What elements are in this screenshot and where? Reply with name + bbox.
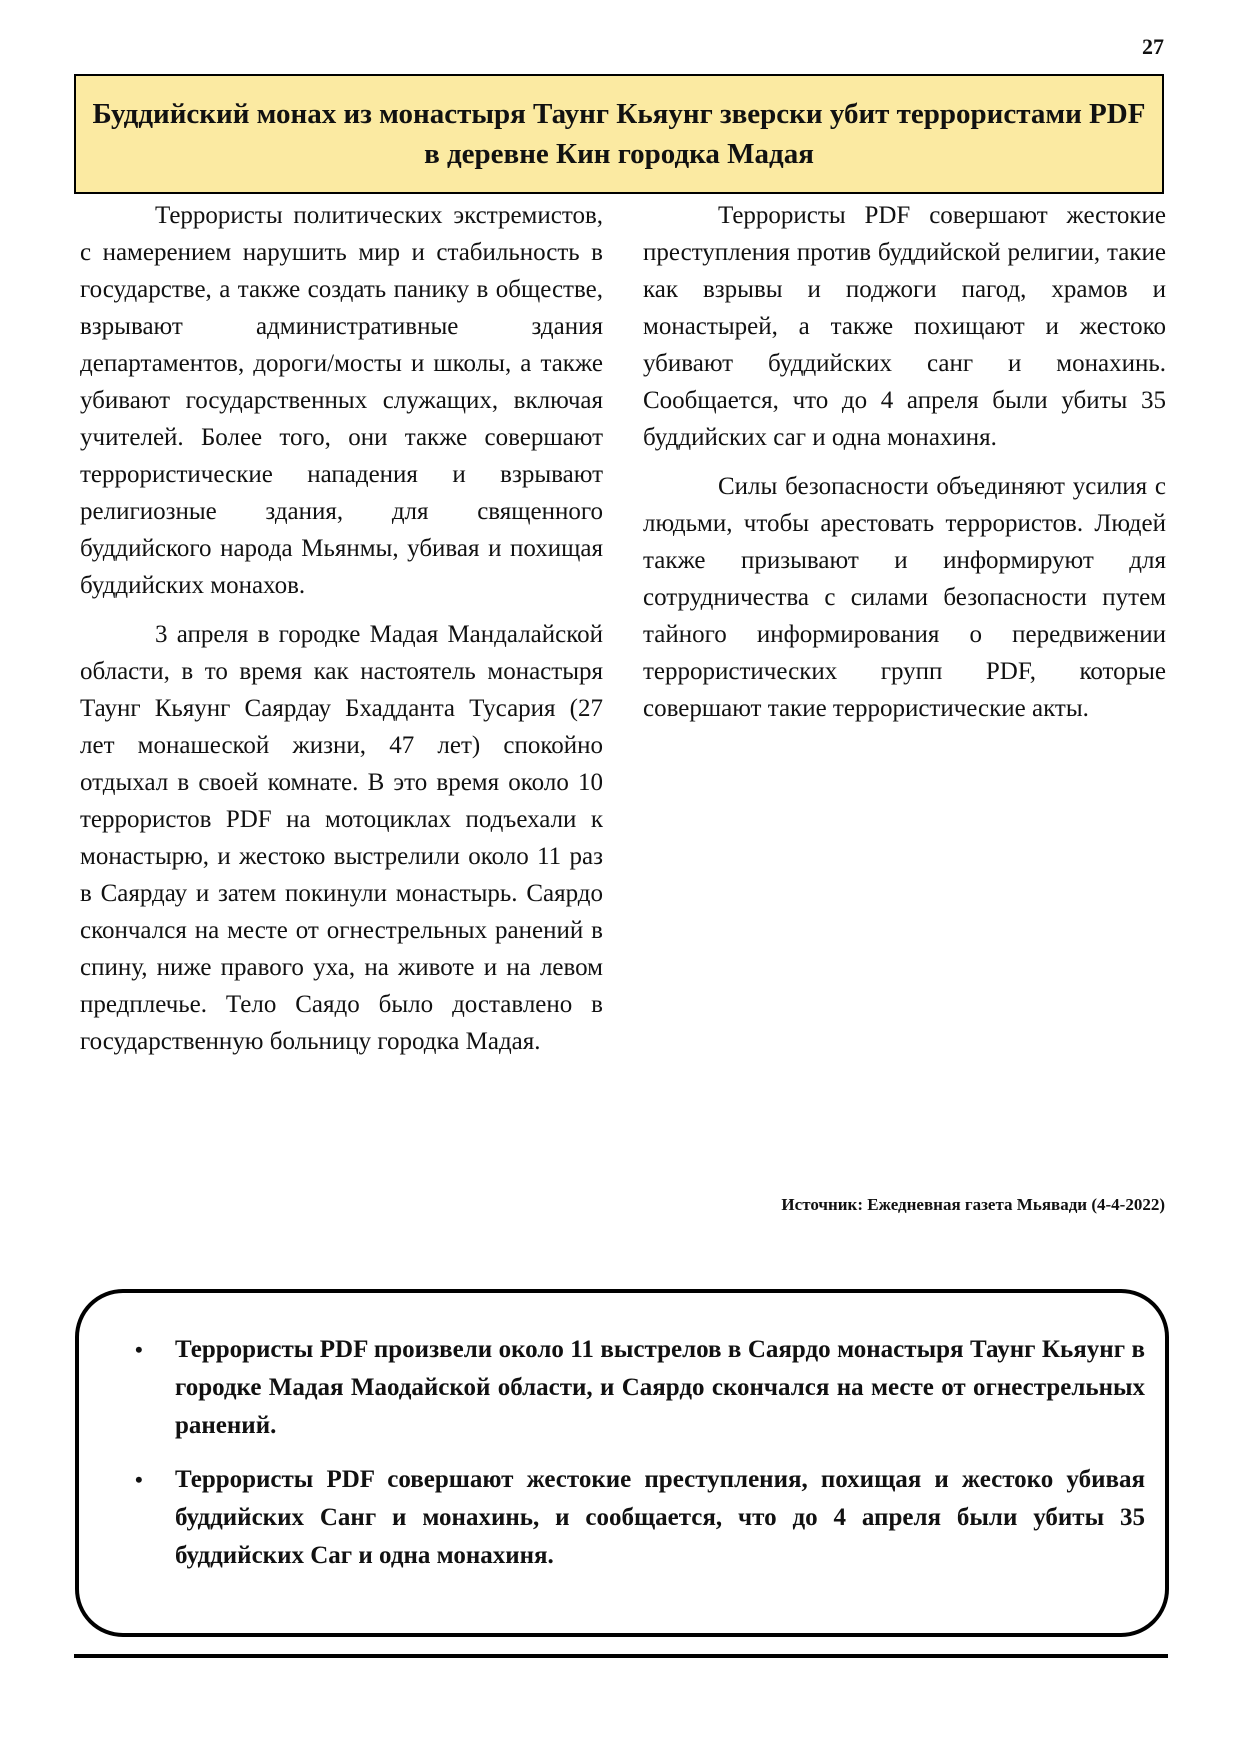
summary-item-text: Террористы PDF совершают жестокие преступления, похищая и жестоко убивая буддийских Санг и монахинь, и сообщается, что до 4 апреля были убиты 35 буддийских Саг и одна монахиня.: [175, 1466, 1145, 1569]
title-banner: [74, 74, 1164, 194]
paragraph: 3 апреля в городке Мадая Мандалайской области, в то время как настоятель монастыря Таунг Кьяунг Саярдау Бхадданта Тусария (27 лет монашеской жизни, 47 лет) спокойно отдыхал в своей комнате. В это время около 10 террористов PDF на мотоциклах подъехали к монастырю, и жестоко выстрелили около 11 раз в Саярдау и затем покинули монастырь. Саярдо скончался на месте от огнестрельных ранений в спину, ниже правого уха, на животе и на левом предплечье. Тело Саядо было доставлено в государственную больницу городка Мадая.: [80, 621, 603, 1055]
paragraph: Террористы PDF совершают жестокие преступления против буддийской религии, такие как взрывы и поджоги пагод, храмов и монастырей, а также похищают и жестоко убивают буддийских санг и монахинь. Сообщается, что до 4 апреля были убиты 35 буддийских саг и одна монахиня.: [643, 202, 1166, 451]
page-number: 27: [1142, 34, 1164, 59]
left-column: [80, 197, 603, 1072]
footer-divider: [74, 1654, 1168, 1658]
bullet-icon: •: [135, 1467, 143, 1492]
summary-list: [135, 1331, 1145, 1575]
article-title: Буддийский монах из монастыря Таунг Кьяунг зверски убит террористами PDF в деревне Кин городка Мадая: [92, 98, 1146, 170]
summary-item-text: Террористы PDF произвели около 11 выстрелов в Саярдо монастыря Таунг Кьяунг в городке Мадая Маодайской области, и Саярдо скончался на месте от огнестрельных ранений.: [175, 1336, 1145, 1439]
summary-item: [135, 1461, 1145, 1575]
bullet-icon: •: [135, 1337, 143, 1362]
summary-box: [75, 1289, 1169, 1637]
right-column: [643, 197, 1166, 739]
source-citation: Источник: Ежедневная газета Мьявади (4-4-2022): [781, 1195, 1165, 1214]
paragraph: Террористы политических экстремистов, с намерением нарушить мир и стабильность в государстве, а также создать панику в обществе, взрывают административные здания департаментов, дороги/мосты и школы, а также убивают государственных служащих, включая учителей. Более того, они также совершают террористические нападения и взрывают религиозные здания, для священного буддийского народа Мьянмы, убивая и похищая буддийских монахов.: [80, 202, 603, 599]
paragraph: Силы безопасности объединяют усилия с людьми, чтобы арестовать террористов. Людей также призывают и информируют для сотрудничества с силами безопасности путем тайного информирования о передвижении террористических групп PDF, которые совершают такие террористические акты.: [643, 473, 1166, 722]
summary-item: [135, 1331, 1145, 1445]
